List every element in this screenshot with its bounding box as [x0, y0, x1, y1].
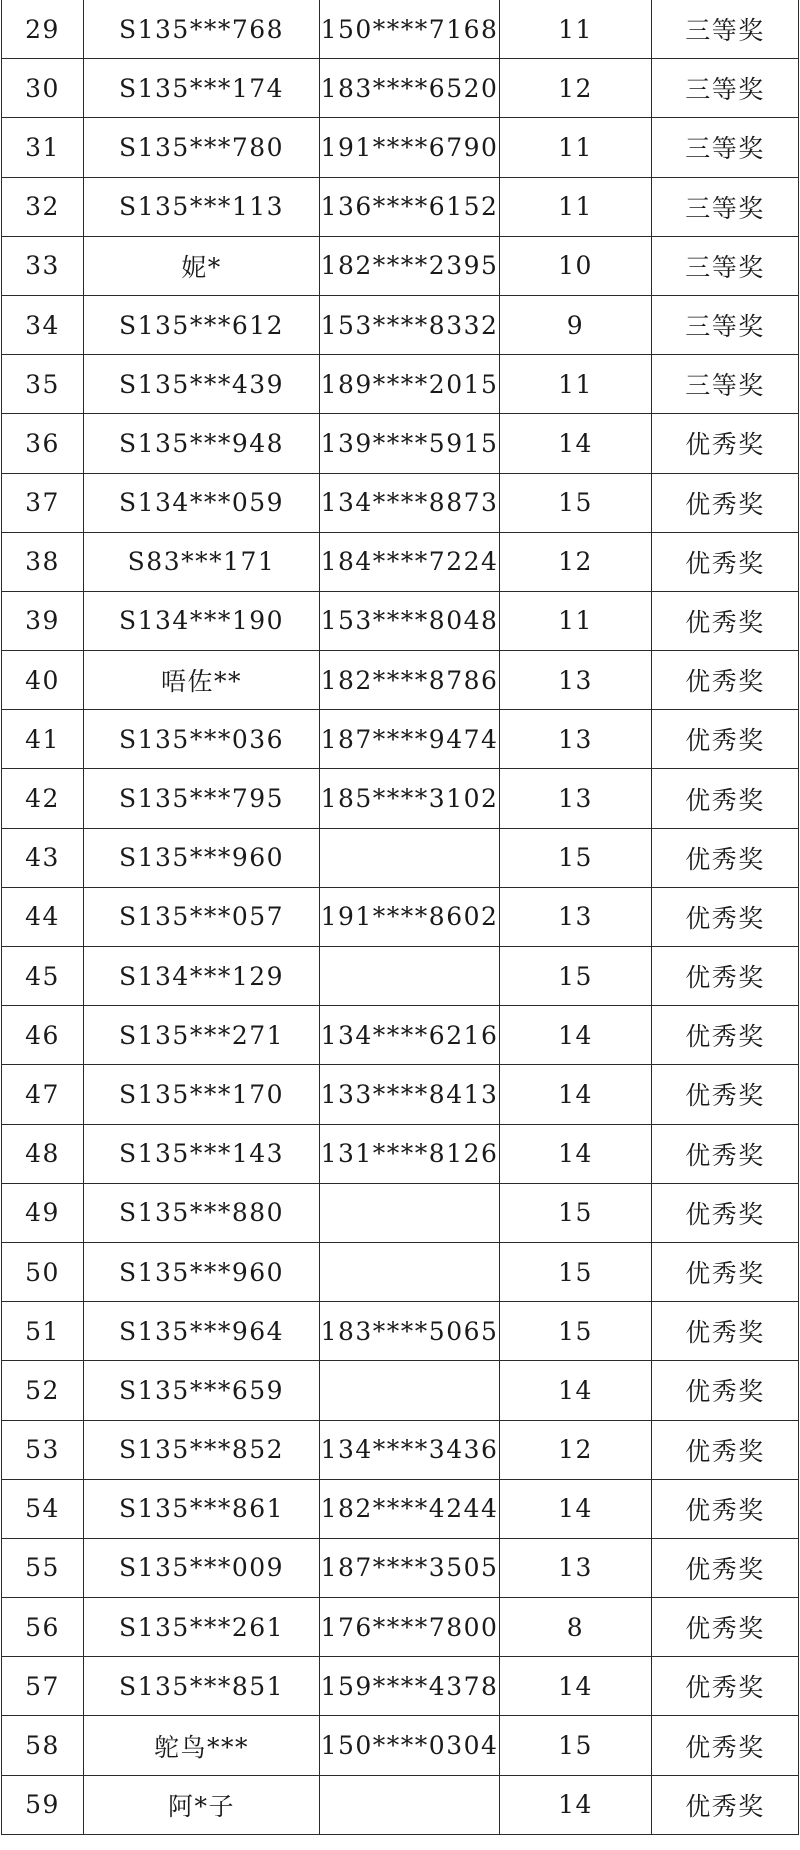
row-number-cell: 43: [2, 828, 84, 887]
award-cell: 优秀奖: [652, 1479, 799, 1538]
participant-id-cell: S135***880: [84, 1183, 320, 1242]
row-number-cell: 31: [2, 118, 84, 177]
row-number-cell: 47: [2, 1065, 84, 1124]
phone-number-cell: 182****4244: [320, 1479, 500, 1538]
participant-id-cell: S135***960: [84, 1242, 320, 1301]
phone-number-cell: 184****7224: [320, 532, 500, 591]
participant-id-cell: S135***861: [84, 1479, 320, 1538]
participant-id-cell: S135***057: [84, 887, 320, 946]
row-number-cell: 39: [2, 591, 84, 650]
phone-number-cell: [320, 828, 500, 887]
winners-table: [1, 0, 799, 1835]
table-row: [2, 0, 799, 59]
phone-number-cell: 133****8413: [320, 1065, 500, 1124]
table-row: [2, 177, 799, 236]
score-cell: 13: [500, 887, 652, 946]
table-row: [2, 1361, 799, 1420]
phone-number-cell: [320, 947, 500, 1006]
score-cell: 11: [500, 355, 652, 414]
award-cell: 三等奖: [652, 0, 799, 59]
score-cell: 11: [500, 118, 652, 177]
score-cell: 9: [500, 295, 652, 354]
row-number-cell: 49: [2, 1183, 84, 1242]
participant-id-cell: S135***113: [84, 177, 320, 236]
score-cell: 14: [500, 1065, 652, 1124]
row-number-cell: 51: [2, 1302, 84, 1361]
score-cell: 15: [500, 1242, 652, 1301]
award-cell: 优秀奖: [652, 1657, 799, 1716]
score-cell: 14: [500, 1124, 652, 1183]
award-cell: 优秀奖: [652, 828, 799, 887]
score-cell: 14: [500, 1657, 652, 1716]
participant-id-cell: S135***795: [84, 769, 320, 828]
table-row: [2, 59, 799, 118]
phone-number-cell: 183****6520: [320, 59, 500, 118]
table-row: [2, 1598, 799, 1657]
table-row: [2, 1657, 799, 1716]
participant-id-cell: S135***439: [84, 355, 320, 414]
award-cell: 优秀奖: [652, 651, 799, 710]
score-cell: 13: [500, 651, 652, 710]
score-cell: 12: [500, 532, 652, 591]
participant-id-cell: 唔佐**: [84, 651, 320, 710]
award-cell: 三等奖: [652, 295, 799, 354]
score-cell: 15: [500, 1716, 652, 1775]
award-cell: 优秀奖: [652, 1420, 799, 1479]
participant-id-cell: S135***009: [84, 1538, 320, 1597]
phone-number-cell: 159****4378: [320, 1657, 500, 1716]
score-cell: 12: [500, 1420, 652, 1479]
table-row: [2, 295, 799, 354]
table-row: [2, 1124, 799, 1183]
award-cell: 三等奖: [652, 177, 799, 236]
phone-number-cell: 131****8126: [320, 1124, 500, 1183]
score-cell: 12: [500, 59, 652, 118]
participant-id-cell: S134***129: [84, 947, 320, 1006]
award-cell: 优秀奖: [652, 1242, 799, 1301]
phone-number-cell: 189****2015: [320, 355, 500, 414]
phone-number-cell: 136****6152: [320, 177, 500, 236]
phone-number-cell: 182****8786: [320, 651, 500, 710]
row-number-cell: 36: [2, 414, 84, 473]
phone-number-cell: 187****3505: [320, 1538, 500, 1597]
row-number-cell: 40: [2, 651, 84, 710]
award-cell: 优秀奖: [652, 887, 799, 946]
award-cell: 优秀奖: [652, 1775, 799, 1834]
table-row: [2, 1065, 799, 1124]
award-cell: 优秀奖: [652, 1006, 799, 1065]
participant-id-cell: S135***780: [84, 118, 320, 177]
participant-id-cell: 妮*: [84, 236, 320, 295]
score-cell: 14: [500, 1361, 652, 1420]
row-number-cell: 34: [2, 295, 84, 354]
award-cell: 优秀奖: [652, 1361, 799, 1420]
score-cell: 14: [500, 1006, 652, 1065]
participant-id-cell: S135***659: [84, 1361, 320, 1420]
row-number-cell: 30: [2, 59, 84, 118]
participant-id-cell: S135***852: [84, 1420, 320, 1479]
row-number-cell: 56: [2, 1598, 84, 1657]
award-cell: 优秀奖: [652, 473, 799, 532]
participant-id-cell: S135***261: [84, 1598, 320, 1657]
table-row: [2, 473, 799, 532]
table-row: [2, 591, 799, 650]
participant-id-cell: S135***948: [84, 414, 320, 473]
phone-number-cell: [320, 1775, 500, 1834]
row-number-cell: 50: [2, 1242, 84, 1301]
winners-table-body: [2, 0, 799, 1834]
score-cell: 11: [500, 0, 652, 59]
row-number-cell: 44: [2, 887, 84, 946]
score-cell: 15: [500, 947, 652, 1006]
phone-number-cell: 153****8048: [320, 591, 500, 650]
award-cell: 优秀奖: [652, 1065, 799, 1124]
row-number-cell: 48: [2, 1124, 84, 1183]
award-cell: 三等奖: [652, 236, 799, 295]
award-cell: 优秀奖: [652, 947, 799, 1006]
score-cell: 13: [500, 1538, 652, 1597]
score-cell: 15: [500, 473, 652, 532]
phone-number-cell: 134****6216: [320, 1006, 500, 1065]
award-cell: 优秀奖: [652, 532, 799, 591]
row-number-cell: 33: [2, 236, 84, 295]
award-cell: 优秀奖: [652, 591, 799, 650]
score-cell: 14: [500, 1775, 652, 1834]
row-number-cell: 52: [2, 1361, 84, 1420]
phone-number-cell: 176****7800: [320, 1598, 500, 1657]
award-cell: 优秀奖: [652, 769, 799, 828]
participant-id-cell: S135***964: [84, 1302, 320, 1361]
award-cell: 优秀奖: [652, 414, 799, 473]
participant-id-cell: S135***036: [84, 710, 320, 769]
award-cell: 三等奖: [652, 355, 799, 414]
table-row: [2, 1302, 799, 1361]
phone-number-cell: 182****2395: [320, 236, 500, 295]
table-row: [2, 355, 799, 414]
row-number-cell: 38: [2, 532, 84, 591]
phone-number-cell: 134****3436: [320, 1420, 500, 1479]
table-row: [2, 1006, 799, 1065]
table-row: [2, 1420, 799, 1479]
participant-id-cell: S135***174: [84, 59, 320, 118]
table-row: [2, 828, 799, 887]
participant-id-cell: 鸵鸟***: [84, 1716, 320, 1775]
score-cell: 13: [500, 710, 652, 769]
table-row: [2, 118, 799, 177]
row-number-cell: 46: [2, 1006, 84, 1065]
table-row: [2, 1538, 799, 1597]
award-cell: 优秀奖: [652, 1183, 799, 1242]
row-number-cell: 42: [2, 769, 84, 828]
phone-number-cell: 150****0304: [320, 1716, 500, 1775]
row-number-cell: 41: [2, 710, 84, 769]
award-cell: 优秀奖: [652, 710, 799, 769]
score-cell: 11: [500, 177, 652, 236]
participant-id-cell: S135***851: [84, 1657, 320, 1716]
score-cell: 14: [500, 1479, 652, 1538]
phone-number-cell: 187****9474: [320, 710, 500, 769]
table-row: [2, 1479, 799, 1538]
row-number-cell: 29: [2, 0, 84, 59]
table-row: [2, 887, 799, 946]
row-number-cell: 54: [2, 1479, 84, 1538]
phone-number-cell: 134****8873: [320, 473, 500, 532]
table-row: [2, 1183, 799, 1242]
award-cell: 优秀奖: [652, 1124, 799, 1183]
row-number-cell: 37: [2, 473, 84, 532]
score-cell: 11: [500, 591, 652, 650]
score-cell: 10: [500, 236, 652, 295]
participant-id-cell: S135***960: [84, 828, 320, 887]
phone-number-cell: 139****5915: [320, 414, 500, 473]
phone-number-cell: [320, 1242, 500, 1301]
table-row: [2, 414, 799, 473]
participant-id-cell: S135***612: [84, 295, 320, 354]
participant-id-cell: 阿*子: [84, 1775, 320, 1834]
phone-number-cell: 191****6790: [320, 118, 500, 177]
phone-number-cell: 185****3102: [320, 769, 500, 828]
table-row: [2, 651, 799, 710]
score-cell: 14: [500, 414, 652, 473]
participant-id-cell: S135***143: [84, 1124, 320, 1183]
score-cell: 13: [500, 769, 652, 828]
award-cell: 优秀奖: [652, 1598, 799, 1657]
row-number-cell: 53: [2, 1420, 84, 1479]
row-number-cell: 32: [2, 177, 84, 236]
score-cell: 8: [500, 1598, 652, 1657]
row-number-cell: 58: [2, 1716, 84, 1775]
table-row: [2, 1716, 799, 1775]
phone-number-cell: 153****8332: [320, 295, 500, 354]
participant-id-cell: S135***170: [84, 1065, 320, 1124]
table-row: [2, 769, 799, 828]
award-cell: 优秀奖: [652, 1302, 799, 1361]
participant-id-cell: S135***271: [84, 1006, 320, 1065]
participant-id-cell: S134***059: [84, 473, 320, 532]
participant-id-cell: S135***768: [84, 0, 320, 59]
table-row: [2, 236, 799, 295]
table-row: [2, 710, 799, 769]
row-number-cell: 55: [2, 1538, 84, 1597]
score-cell: 15: [500, 1302, 652, 1361]
table-row: [2, 1242, 799, 1301]
participant-id-cell: S134***190: [84, 591, 320, 650]
participant-id-cell: S83***171: [84, 532, 320, 591]
row-number-cell: 57: [2, 1657, 84, 1716]
score-cell: 15: [500, 1183, 652, 1242]
table-row: [2, 1775, 799, 1834]
phone-number-cell: 191****8602: [320, 887, 500, 946]
row-number-cell: 59: [2, 1775, 84, 1834]
row-number-cell: 45: [2, 947, 84, 1006]
score-cell: 15: [500, 828, 652, 887]
phone-number-cell: [320, 1183, 500, 1242]
table-row: [2, 532, 799, 591]
award-cell: 优秀奖: [652, 1716, 799, 1775]
phone-number-cell: 150****7168: [320, 0, 500, 59]
phone-number-cell: [320, 1361, 500, 1420]
award-cell: 三等奖: [652, 59, 799, 118]
phone-number-cell: 183****5065: [320, 1302, 500, 1361]
award-cell: 三等奖: [652, 118, 799, 177]
table-row: [2, 947, 799, 1006]
award-cell: 优秀奖: [652, 1538, 799, 1597]
row-number-cell: 35: [2, 355, 84, 414]
